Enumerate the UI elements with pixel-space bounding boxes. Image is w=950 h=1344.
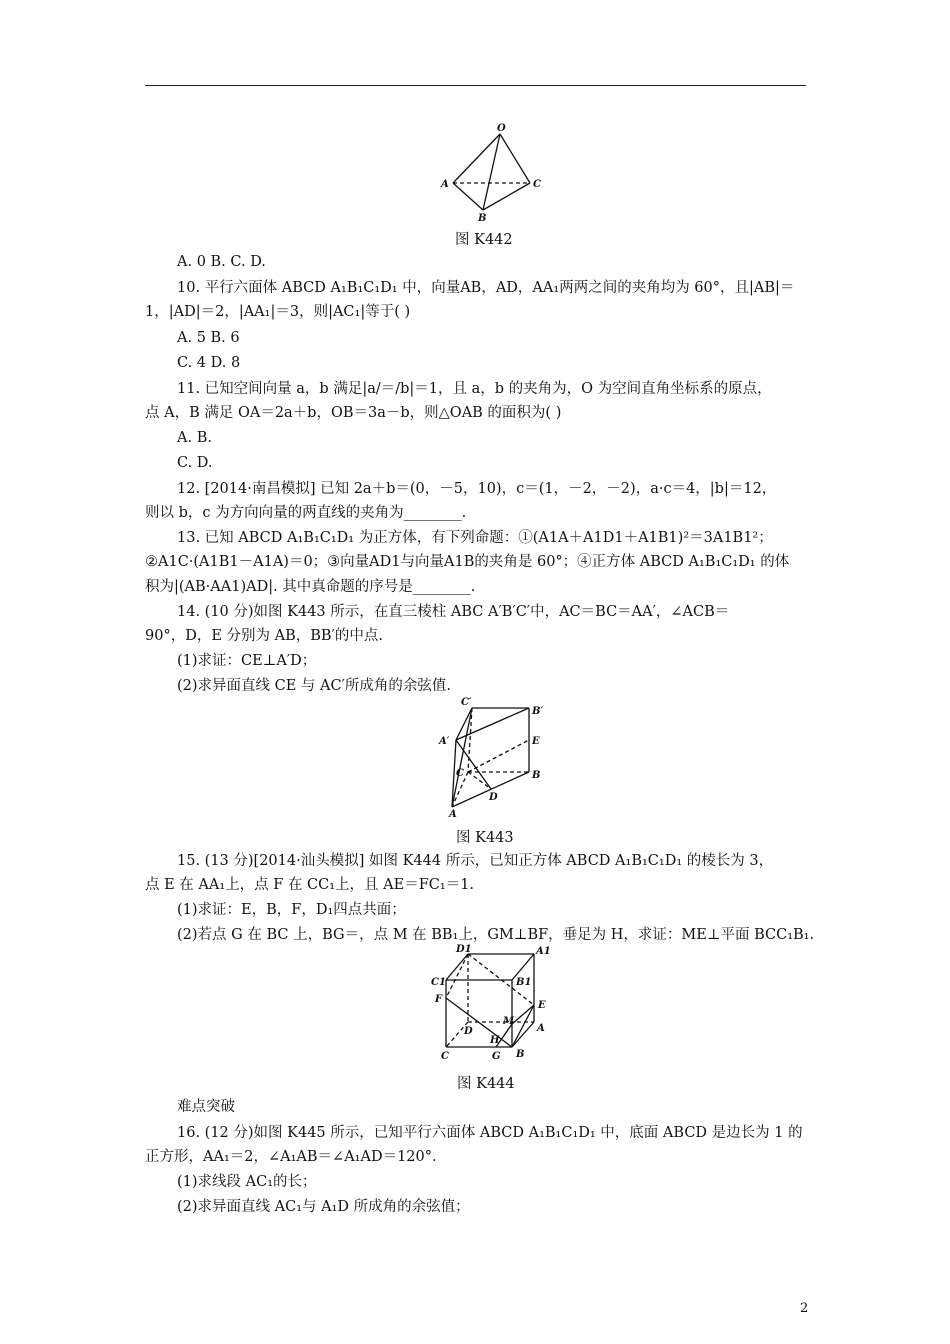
q13-line-3: 积为|(AB·AA1)AD|. 其中真命题的序号是________.: [145, 579, 476, 595]
label-A: A: [449, 809, 457, 819]
label-E: E: [538, 1000, 546, 1011]
section-heading: 难点突破: [177, 1099, 235, 1115]
label-C1: C1: [431, 977, 446, 988]
q16-line-2: 正方形，AA₁＝2，∠A₁AB＝∠A₁AD＝120°.: [145, 1149, 437, 1165]
figure-k442-caption: 图 K442: [455, 232, 513, 248]
q15-part-2: (2)若点 G 在 BC 上，BG＝，点 M 在 BB₁上，GM⊥BF，垂足为 H，求证：ME⊥平面 BCC₁B₁.: [177, 927, 815, 943]
q13-line-2: ②A1C·(A1B1－A1A)＝0；③向量AD1与向量A1B的夹角是 60°；④正方体 ABCD A₁B₁C₁D₁ 的体: [145, 554, 790, 570]
figure-k444: [428, 942, 558, 1064]
figure-k443: [432, 694, 557, 819]
label-B: B: [516, 1049, 525, 1060]
q15-line-1: 15. (13 分)[2014·汕头模拟] 如图 K444 所示，已知正方体 ABCD A₁B₁C₁D₁ 的棱长为 3，: [177, 853, 774, 869]
label-M: M: [503, 1016, 515, 1027]
label-C: C: [533, 179, 541, 190]
figure-k444-caption: 图 K444: [457, 1076, 515, 1092]
q16-line-1: 16. (12 分)如图 K445 所示，已知平行六面体 ABCD A₁B₁C₁D₁ 中，底面 ABCD 是边长为 1 的: [177, 1125, 803, 1141]
q14-part-1: (1)求证：CE⊥A′D；: [177, 653, 317, 669]
label-D: D: [464, 1026, 473, 1037]
label-F: F: [435, 994, 443, 1005]
label-A: A: [537, 1023, 545, 1034]
label-C-prime: C′: [461, 697, 472, 708]
q12-line-1: 12. [2014·南昌模拟] 已知 2a＋b＝(0，－5，10)，c＝(1，－2，－2)，a·c＝4，|b|＝12，: [177, 481, 777, 497]
label-O: O: [497, 123, 506, 134]
q14-line-2: 90°，D，E 分别为 AB，BB′的中点.: [145, 628, 383, 644]
q10-options-2: C. 4 D. 8: [177, 355, 241, 371]
q10-line-1: 10. 平行六面体 ABCD A₁B₁C₁D₁ 中，向量AB，AD，AA₁两两之间的夹角均为 60°，且|AB|＝: [177, 280, 795, 296]
figure-k443-caption: 图 K443: [456, 830, 514, 846]
q10-options-1: A. 5 B. 6: [177, 330, 240, 346]
label-D1: D1: [456, 944, 472, 955]
label-B-prime: B′: [532, 706, 544, 717]
page-number: 2: [800, 1301, 809, 1316]
q16-part-1: (1)求线段 AC₁的长；: [177, 1174, 317, 1190]
q13-line-1: 13. 已知 ABCD A₁B₁C₁D₁ 为正方体，有下列命题：①(A1A＋A1D1＋A1B1)²＝3A1B1²；: [177, 530, 773, 546]
q9-options: A. 0 B. C. D.: [177, 254, 266, 270]
q11-options-2: C. D.: [177, 455, 213, 471]
q15-line-2: 点 E 在 AA₁上，点 F 在 CC₁上，且 AE＝FC₁＝1.: [145, 877, 475, 893]
q14-part-2: (2)求异面直线 CE 与 AC′所成角的余弦值.: [177, 678, 452, 694]
q11-line-2: 点 A，B 满足 OA＝2a＋b，OB＝3a－b，则△OAB 的面积为( ): [145, 405, 562, 421]
q14-line-1: 14. (10 分)如图 K443 所示，在直三棱柱 ABC A′B′C′中，AC＝BC＝AA′，∠ACB＝: [177, 604, 730, 620]
q15-part-1: (1)求证：E，B，F，D₁四点共面；: [177, 902, 406, 918]
label-A-prime: A′: [439, 736, 450, 747]
label-B: B: [532, 770, 541, 781]
header-rule: [145, 85, 806, 86]
label-C: C: [441, 1051, 449, 1062]
label-G: G: [492, 1051, 501, 1062]
label-D: D: [489, 792, 498, 803]
q11-line-1: 11. 已知空间向量 a，b 满足|a/＝/b|＝1，且 a，b 的夹角为，O 为空间直角坐标系的原点，: [177, 381, 772, 397]
q12-line-2: 则以 b，c 为方向向量的两直线的夹角为________.: [145, 505, 467, 521]
q16-part-2: (2)求异面直线 AC₁与 A₁D 所成角的余弦值；: [177, 1199, 470, 1215]
label-B1: B1: [516, 977, 532, 988]
q10-line-2: 1，|AD|＝2，|AA₁|＝3，则|AC₁|等于( ): [145, 304, 411, 320]
label-A1: A1: [536, 946, 551, 957]
label-B: B: [478, 213, 487, 224]
label-E: E: [532, 736, 540, 747]
label-A: A: [441, 179, 449, 190]
figure-k442: [435, 120, 555, 225]
label-C: C: [456, 768, 464, 779]
q11-options-1: A. B.: [177, 430, 212, 446]
label-H: H: [490, 1035, 500, 1046]
